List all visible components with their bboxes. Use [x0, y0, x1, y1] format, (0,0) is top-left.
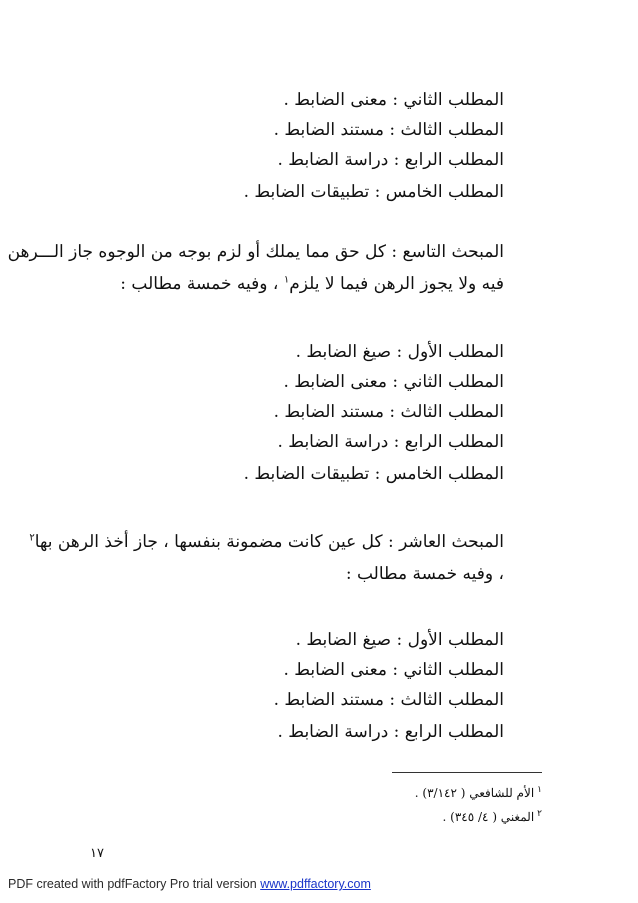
pdf-banner — [8, 877, 371, 891]
matlab-line: المطلب الخامس : تطبيقات الضابط . — [243, 464, 504, 484]
footnote-ref-2: ٢ — [29, 532, 35, 544]
mabhath-heading-10-cont: ، وفيه خمسة مطالب : — [345, 564, 504, 584]
footnote-1 — [415, 782, 542, 801]
footnote-ref-1: ١ — [283, 274, 290, 286]
matlab-line: المطلب الأول : صيغ الضابط . — [295, 342, 504, 362]
pdffactory-link[interactable]: www.pdffactory.com — [260, 877, 371, 891]
mabhath10-text: المبحث العاشر : كل عين كانت مضمونة بنفسها ، جاز أخذ الرهن بها — [34, 532, 504, 552]
matlab-line: المطلب الرابع : دراسة الضابط . — [277, 722, 504, 742]
matlab-line: المطلب الثالث : مستند الضابط . — [273, 120, 504, 140]
matlab-line: المطلب الثاني : معنى الضابط . — [283, 90, 504, 110]
footnote-text: المغني ( ٤/ ٣٤٥) . — [442, 810, 535, 824]
footnote-separator — [392, 772, 542, 773]
matlab-line: المطلب الثاني : معنى الضابط . — [283, 660, 504, 680]
mabhath9-text-a: فيه ولا يجوز الرهن فيما لا يلزم — [289, 274, 504, 294]
matlab-line: المطلب الخامس : تطبيقات الضابط . — [243, 182, 504, 202]
mabhath9-text-b: ، وفيه خمسة مطالب : — [120, 274, 284, 294]
footnote-text: الأم للشافعي ( ٣/١٤٢) . — [414, 786, 535, 800]
mabhath-heading-9: المبحث التاسع : كل حق مما يملك أو لزم بوجه من الوجوه جاز الـــرهن — [7, 242, 504, 262]
footnote-number: ١ — [537, 785, 542, 795]
matlab-line: المطلب الثالث : مستند الضابط . — [273, 402, 504, 422]
matlab-line: المطلب الثالث : مستند الضابط . — [273, 690, 504, 710]
matlab-line: المطلب الرابع : دراسة الضابط . — [277, 432, 504, 452]
footnote-2 — [443, 806, 542, 825]
matlab-line: المطلب الثاني : معنى الضابط . — [283, 372, 504, 392]
mabhath-heading-10 — [29, 530, 504, 554]
matlab-line: المطلب الأول : صيغ الضابط . — [295, 630, 504, 650]
pdf-banner-text: PDF created with pdfFactory Pro trial version — [8, 877, 261, 891]
footnote-number: ٢ — [537, 809, 542, 819]
page-number: ١٧ — [90, 846, 104, 861]
mabhath-heading-9-cont — [120, 272, 504, 296]
matlab-line: المطلب الرابع : دراسة الضابط . — [277, 150, 504, 170]
